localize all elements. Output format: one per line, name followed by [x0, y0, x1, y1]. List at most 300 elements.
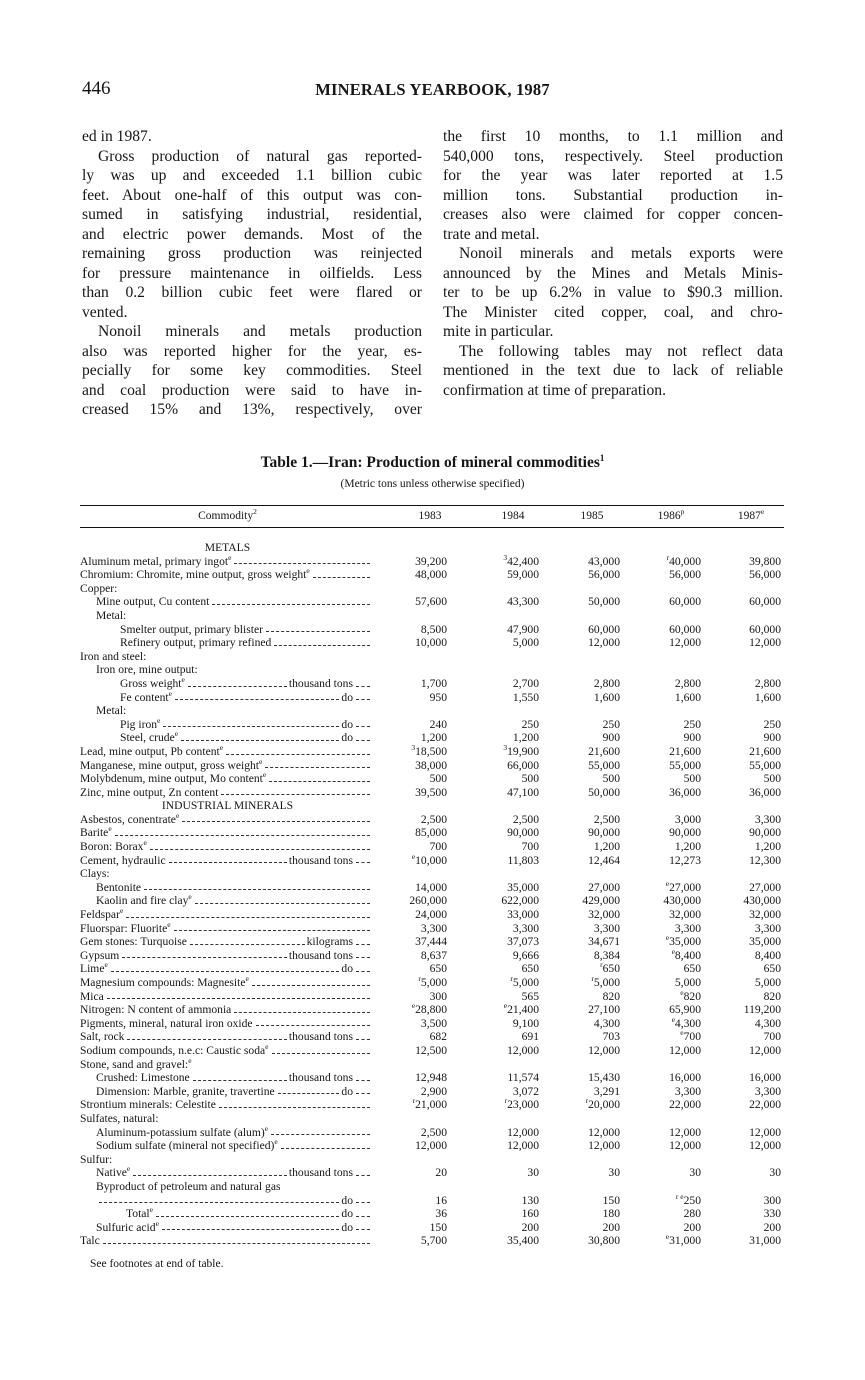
text-line: remaining gross production was reinjected	[82, 245, 422, 262]
value-cell	[469, 922, 539, 936]
text-line: Nonoil minerals and metals exports were	[459, 245, 783, 262]
table-row	[80, 609, 784, 623]
value-text: 66,000	[507, 758, 539, 772]
dot-leader	[269, 772, 370, 782]
commodity-label	[80, 759, 372, 773]
commodity-label	[80, 582, 372, 596]
commodity-label	[80, 609, 372, 623]
value-cell	[469, 1166, 539, 1180]
table-row	[80, 568, 784, 582]
value-text: 12,273	[669, 853, 701, 867]
commodity-label	[80, 894, 372, 908]
value-cell	[550, 1017, 620, 1031]
estimate-footnote: e	[168, 690, 172, 698]
value-text: 700	[683, 1030, 701, 1044]
estimate-footnote: e	[264, 1125, 269, 1133]
value-cell	[377, 1071, 447, 1085]
value-text: 90,000	[749, 826, 781, 840]
text-line: for pressure maintenance in oilfields. Less	[82, 264, 422, 282]
dot-leader	[111, 962, 340, 972]
commodity-label	[80, 813, 372, 827]
value-cell	[711, 1139, 781, 1153]
commodity-label	[80, 976, 372, 990]
commodity-label	[80, 1112, 372, 1126]
value-text: 500	[521, 772, 539, 786]
value-footnote: 3	[503, 743, 508, 753]
unit-label: do	[341, 1193, 353, 1207]
table-row	[80, 1207, 784, 1221]
value-cell	[711, 718, 781, 732]
text-line: ed in 1987.	[82, 128, 152, 145]
value-text: 3,300	[674, 1084, 701, 1098]
commodity-name	[96, 894, 192, 908]
dot-leader	[356, 949, 370, 959]
value-text: 47,900	[507, 622, 539, 636]
value-footnote: e	[411, 1001, 416, 1011]
value-cell	[631, 636, 701, 650]
table-subtitle: (Metric tons unless otherwise specified)	[340, 478, 525, 490]
value-text: 3,072	[512, 1084, 539, 1098]
commodity-label	[80, 881, 372, 895]
text-line: trate and metal.	[443, 225, 540, 243]
value-footnote: r	[510, 974, 513, 984]
value-cell	[550, 962, 620, 976]
value-cell	[469, 595, 539, 609]
value-text: 32,000	[669, 908, 701, 922]
commodity-name	[80, 826, 112, 840]
value-text: 5,000	[512, 636, 539, 650]
estimate-footnote: e	[274, 1139, 278, 1147]
value-cell	[631, 946, 701, 963]
value-text: 2,800	[674, 676, 701, 690]
table-row	[80, 1014, 784, 1031]
value-text: 9,100	[512, 1016, 539, 1030]
commodity-name	[96, 1126, 268, 1140]
value-cell	[711, 1194, 781, 1208]
commodity-name	[126, 1207, 153, 1221]
column-header-label: 1984	[501, 510, 525, 522]
value-text: 60,000	[588, 622, 620, 636]
value-text: 9,666	[512, 948, 539, 962]
dot-leader	[221, 786, 370, 796]
commodity-label	[80, 1139, 372, 1153]
value-cell	[377, 677, 447, 691]
value-cell	[550, 1234, 620, 1248]
commodity-name	[80, 949, 119, 963]
commodity-text: Asbestos, conentrate	[80, 812, 176, 826]
text-line: ly was up and exceeded 1.1 billion cubic	[82, 167, 422, 184]
value-text: 3,300	[512, 921, 539, 935]
text-line: pecially for some key commodities. Steel	[82, 362, 422, 379]
commodity-text: Mine output, Cu content	[96, 595, 210, 609]
table-row	[80, 772, 784, 786]
column-header-footnote: 2	[253, 507, 257, 517]
value-text: 5,000	[674, 976, 701, 989]
table-row	[80, 1030, 784, 1044]
value-text: 12,300	[749, 853, 781, 867]
value-cell	[631, 962, 701, 976]
value-cell	[469, 1098, 539, 1112]
value-text: 3,300	[754, 812, 781, 826]
value-cell	[711, 908, 781, 922]
value-cell	[711, 935, 781, 949]
value-text: 5,000	[593, 976, 620, 989]
dot-leader	[272, 1044, 370, 1054]
table-row	[80, 813, 784, 827]
commodity-name	[120, 718, 160, 732]
value-text: 50,000	[588, 785, 620, 799]
commodity-text: Nitrogen: N content of ammonia	[80, 1003, 232, 1017]
value-cell	[631, 568, 701, 582]
value-text: 5,700	[420, 1234, 447, 1248]
dot-leader	[99, 1194, 339, 1204]
table-row	[80, 987, 784, 1004]
table-title-footnote: 1	[599, 453, 605, 463]
commodity-label	[80, 922, 372, 936]
value-cell	[550, 745, 620, 759]
commodity-text: Bentonite	[96, 880, 142, 894]
value-text: 12,000	[669, 1139, 701, 1153]
commodity-text: Clays:	[80, 867, 110, 881]
value-text: 20,000	[588, 1098, 620, 1112]
value-text: 12,000	[669, 1043, 701, 1057]
value-text: 650	[429, 962, 447, 976]
value-text: 650	[763, 962, 781, 976]
value-text: 30	[608, 1166, 620, 1180]
dot-leader	[256, 1017, 370, 1027]
value-cell	[550, 731, 620, 745]
dot-leader	[193, 1071, 287, 1081]
value-cell	[631, 908, 701, 922]
table-row	[80, 976, 784, 990]
value-footnote: e	[411, 851, 416, 861]
value-cell	[469, 1139, 539, 1153]
value-text: 200	[683, 1220, 701, 1234]
commodity-name	[120, 623, 263, 637]
table-row	[80, 1085, 784, 1099]
value-text: 16	[435, 1193, 447, 1207]
table-row	[80, 962, 784, 976]
value-text: 42,400	[507, 554, 539, 568]
value-text: 60,000	[749, 595, 781, 609]
value-text: 3,300	[420, 921, 447, 935]
commodity-name	[80, 650, 146, 664]
commodity-label	[80, 908, 372, 922]
value-cell	[377, 1139, 447, 1153]
value-text: 10,000	[415, 636, 447, 650]
value-footnote: r	[418, 974, 421, 984]
value-text: 200	[602, 1220, 620, 1234]
commodity-text: Copper:	[80, 581, 118, 595]
value-text: 43,300	[507, 595, 539, 609]
value-text: 260,000	[409, 894, 447, 908]
value-cell	[631, 1003, 701, 1017]
commodity-label	[80, 1003, 372, 1017]
commodity-name	[96, 663, 198, 677]
value-cell	[631, 1044, 701, 1058]
value-text: 330	[763, 1207, 781, 1221]
commodity-name	[120, 691, 172, 705]
value-text: 12,464	[588, 853, 620, 867]
column-header-label: 1985	[580, 510, 604, 522]
value-cell	[469, 636, 539, 650]
value-text: 37,444	[415, 935, 447, 949]
value-cell	[377, 1221, 447, 1235]
commodity-label	[80, 1030, 372, 1044]
value-cell	[550, 786, 620, 800]
commodity-text: Crushed: Limestone	[96, 1071, 190, 1085]
commodity-text: Gypsum	[80, 948, 120, 962]
value-cell	[550, 1071, 620, 1085]
value-cell	[711, 691, 781, 705]
value-text: 27,000	[669, 880, 701, 894]
text-line: Nonoil minerals and metals production	[98, 323, 422, 340]
value-text: 36	[435, 1207, 447, 1221]
value-cell	[469, 894, 539, 908]
value-cell	[711, 1085, 781, 1099]
table-row	[80, 759, 784, 773]
commodity-label	[80, 1166, 372, 1180]
dot-leader	[144, 881, 370, 891]
value-cell	[550, 826, 620, 840]
value-text: 2,700	[512, 676, 539, 690]
unit-label: do	[341, 731, 353, 745]
estimate-footnote: e	[155, 1220, 159, 1228]
value-cell	[469, 786, 539, 800]
value-footnote: r	[504, 1096, 508, 1106]
value-cell	[711, 976, 781, 990]
value-text: 250	[763, 717, 781, 731]
commodity-name	[120, 636, 271, 650]
value-cell	[711, 813, 781, 827]
table-top-rule	[80, 505, 784, 506]
value-cell	[631, 691, 701, 705]
value-text: 2,500	[512, 812, 539, 826]
table-row	[80, 1191, 784, 1208]
commodity-label	[80, 1194, 372, 1208]
value-text: 21,600	[588, 744, 620, 758]
value-cell	[631, 1085, 701, 1099]
value-cell	[469, 623, 539, 637]
value-text: 60,000	[669, 622, 701, 636]
dot-leader	[188, 677, 287, 687]
value-footnote: r	[666, 552, 670, 562]
value-text: 1,600	[674, 690, 701, 704]
table-body	[80, 541, 784, 1248]
value-cell	[711, 623, 781, 637]
column-header	[557, 510, 627, 522]
commodity-label	[80, 1017, 372, 1031]
commodity-name	[80, 854, 166, 868]
value-text: 3,300	[754, 921, 781, 935]
table-row	[80, 650, 784, 664]
table-row	[80, 691, 784, 705]
value-text: 3,291	[593, 1084, 620, 1098]
value-text: 5,000	[512, 976, 539, 989]
value-cell	[631, 1071, 701, 1085]
table-row	[80, 908, 784, 922]
table-row	[80, 786, 784, 800]
value-text: 30	[769, 1166, 781, 1180]
value-text: 500	[602, 772, 620, 786]
dot-leader	[126, 908, 370, 918]
value-cell	[550, 623, 620, 637]
value-text: 27,000	[588, 880, 620, 894]
value-text: 8,637	[420, 948, 447, 962]
value-text: 119,200	[743, 1003, 781, 1017]
value-cell	[377, 1098, 447, 1112]
column-header	[478, 510, 548, 522]
table-row	[80, 867, 784, 881]
estimate-footnote: e	[306, 568, 310, 576]
estimate-footnote: e	[175, 812, 180, 821]
commodity-text: Sulfates, natural:	[80, 1111, 159, 1125]
commodity-text: Sodium sulfate (mineral not specified)	[96, 1139, 275, 1153]
value-cell	[550, 1044, 620, 1058]
value-cell	[631, 987, 701, 1004]
table-row	[80, 677, 784, 691]
value-text: 47,100	[507, 785, 539, 799]
value-footnote: r	[585, 1096, 589, 1106]
value-text: 12,000	[588, 1139, 620, 1153]
value-cell	[550, 990, 620, 1004]
commodity-name	[96, 1139, 278, 1153]
value-text: 12,500	[415, 1043, 447, 1057]
estimate-footnote: e	[228, 554, 232, 562]
value-text: 300	[429, 989, 447, 1003]
commodity-text: Smelter output, primary blister	[120, 622, 263, 636]
value-cell	[711, 840, 781, 854]
value-text: 900	[683, 731, 701, 745]
value-text: 56,000	[749, 568, 781, 582]
dot-leader	[212, 595, 370, 605]
value-text: 55,000	[749, 758, 781, 772]
value-footnote: 3	[411, 743, 416, 753]
value-cell	[469, 1030, 539, 1044]
value-cell	[711, 595, 781, 609]
value-text: 1,200	[420, 731, 447, 745]
table-row	[80, 1153, 784, 1167]
table-row	[80, 718, 784, 732]
commodity-text: Fe content	[120, 690, 169, 704]
commodity-label	[80, 704, 372, 718]
dot-leader	[103, 1234, 370, 1244]
value-cell	[550, 908, 620, 922]
running-title: MINERALS YEARBOOK, 1987	[315, 80, 550, 99]
value-cell	[711, 731, 781, 745]
value-cell	[469, 1221, 539, 1235]
value-text: 430,000	[743, 894, 781, 908]
dot-leader	[265, 759, 370, 769]
value-cell	[377, 1126, 447, 1140]
value-text: 650	[602, 962, 620, 976]
commodity-text: Chromium: Chromite, mine output, gross weight	[80, 568, 307, 582]
value-cell	[469, 1126, 539, 1140]
value-text: 21,600	[749, 744, 781, 758]
commodity-text: Strontium minerals: Celestite	[80, 1098, 216, 1112]
text-line: Gross production of natural gas reported-	[98, 147, 422, 165]
value-cell	[711, 1003, 781, 1017]
value-cell	[469, 826, 539, 840]
table-row	[80, 1003, 784, 1017]
value-cell	[550, 1126, 620, 1140]
value-text: 565	[521, 989, 539, 1003]
value-cell	[711, 962, 781, 976]
value-cell	[550, 772, 620, 786]
value-cell	[377, 962, 447, 976]
value-text: 8,400	[674, 948, 701, 962]
value-text: 40,000	[669, 554, 701, 568]
dot-leader	[115, 826, 370, 836]
commodity-name	[80, 582, 117, 596]
value-text: 30	[527, 1166, 539, 1180]
commodity-name	[80, 1044, 269, 1058]
commodity-label	[80, 595, 372, 609]
value-cell	[711, 894, 781, 908]
paragraph	[82, 147, 422, 323]
commodity-name	[120, 677, 185, 691]
dot-leader	[356, 691, 370, 701]
commodity-label	[80, 1207, 372, 1221]
table-row	[80, 851, 784, 868]
value-cell	[631, 878, 701, 895]
value-text: 700	[429, 840, 447, 854]
commodity-label	[80, 745, 372, 759]
value-cell	[469, 949, 539, 963]
value-cell	[469, 691, 539, 705]
table-row	[80, 582, 784, 596]
value-cell	[469, 759, 539, 773]
commodity-label	[80, 650, 372, 664]
value-cell	[631, 718, 701, 732]
commodity-name	[96, 1071, 190, 1085]
estimate-footnote: e	[181, 676, 185, 685]
value-cell	[550, 759, 620, 773]
commodity-label	[80, 636, 372, 650]
value-text: 250	[683, 717, 701, 731]
text-line: the first 10 months, to 1.1 million and	[443, 128, 783, 145]
value-cell	[631, 935, 701, 949]
commodity-label	[80, 663, 372, 677]
dot-leader	[356, 962, 370, 972]
value-text: 500	[763, 772, 781, 786]
section-heading: INDUSTRIAL MINERALS	[161, 799, 294, 813]
paragraph	[82, 127, 422, 147]
dot-leader	[356, 731, 370, 741]
dot-leader	[356, 1221, 370, 1231]
dot-leader	[219, 1098, 370, 1108]
value-text: 820	[602, 989, 620, 1003]
value-text: 12,000	[588, 1043, 620, 1057]
value-text: 5,000	[420, 976, 447, 989]
value-cell	[711, 1017, 781, 1031]
commodity-text: Zinc, mine output, Zn content	[80, 785, 219, 799]
value-text: 12,000	[749, 636, 781, 650]
value-cell	[377, 1234, 447, 1248]
commodity-label	[80, 718, 372, 732]
unit-label: kilograms	[306, 935, 353, 949]
value-text: 36,000	[749, 785, 781, 799]
value-cell	[631, 854, 701, 868]
value-text: 55,000	[588, 758, 620, 772]
commodity-text: Mica	[80, 989, 104, 1003]
commodity-label	[80, 623, 372, 637]
value-text: 48,000	[415, 568, 447, 582]
unit-label: thousand tons	[288, 948, 353, 962]
commodity-name	[80, 1017, 253, 1031]
value-cell	[550, 976, 620, 990]
value-cell	[377, 568, 447, 582]
